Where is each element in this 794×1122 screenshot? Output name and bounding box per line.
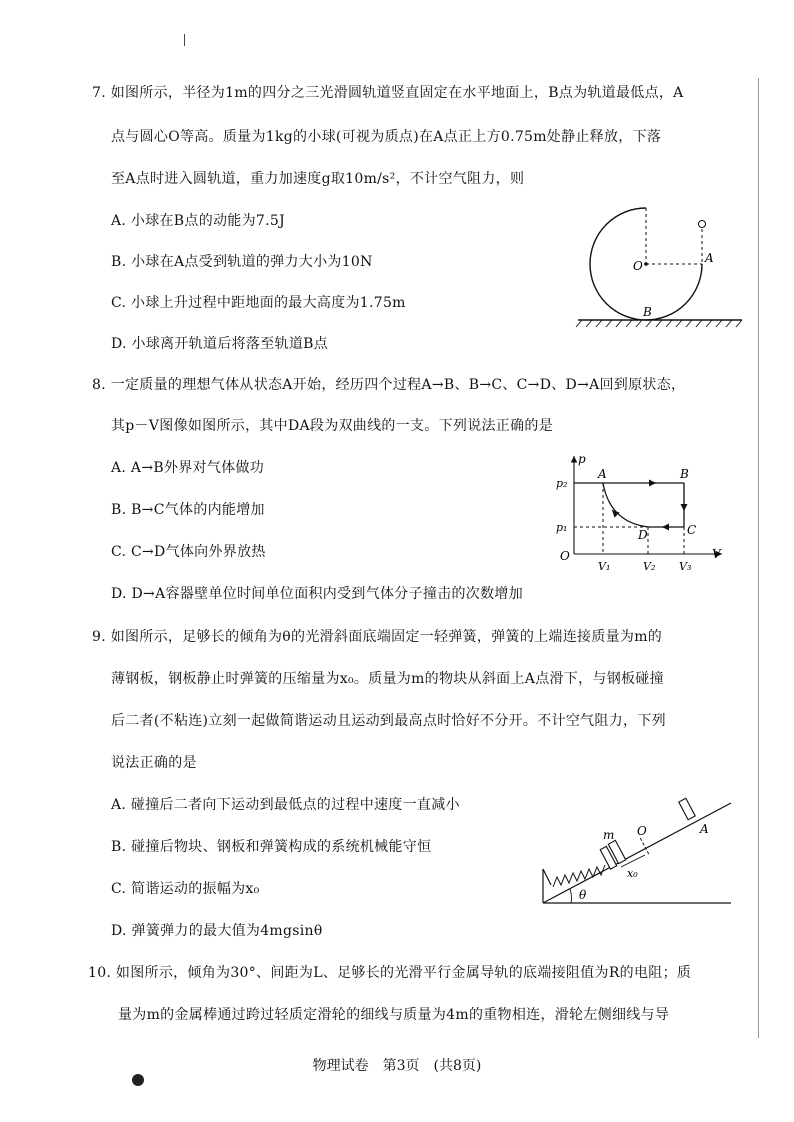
q9-option-c: C. 简谐运动的振幅为x₀ — [111, 881, 260, 897]
scan-spot — [132, 1074, 144, 1086]
q8-tick-p2: p₂ — [556, 477, 568, 490]
q9-stem-line-4: 说法正确的是 — [111, 755, 197, 771]
q10-stem-line-2: 量为m的金属棒通过跨过轻质定滑轮的细线与质量为4m的重物相连，滑轮左侧细线与导 — [118, 1007, 670, 1023]
q8-point-a: A — [598, 467, 607, 481]
q9-option-a: A. 碰撞后二者向下运动到最低点的过程中速度一直减小 — [111, 797, 460, 813]
q10-stem-line-1: 10. 如图所示，倾角为30°、间距为L、足够长的光滑平行金属导轨的底端接阻值为R的电阻；质 — [88, 965, 692, 981]
q9-label-a: A — [700, 822, 709, 836]
q8-stem-line-2: 其p－V图像如图所示，其中DA段为双曲线的一支。下列说法正确的是 — [111, 418, 554, 434]
scan-tick-mark — [184, 34, 185, 46]
q8-stem-line-1: 8. 一定质量的理想气体从状态A开始，经历四个过程A→B、B→C、C→D、D→A回到原状态， — [92, 377, 686, 393]
q9-option-b: B. 碰撞后物块、钢板和弹簧构成的系统机械能守恒 — [111, 839, 432, 855]
q9-label-x0: x₀ — [627, 867, 638, 880]
q7-option-d: D. 小球离开轨道后将落至轨道B点 — [111, 336, 329, 352]
q8-point-d: D — [638, 528, 648, 542]
margin-rule — [758, 78, 759, 1038]
q9-stem-line-3: 后二者(不粘连)立刻一起做简谐运动且运动到最高点时恰好不分开。不计空气阻力，下列 — [111, 713, 666, 729]
q8-option-b: B. B→C气体的内能增加 — [111, 502, 265, 518]
q7-option-c: C. 小球上升过程中距地面的最大高度为1.75m — [111, 295, 406, 311]
q8-origin: O — [560, 549, 570, 563]
q9-option-d: D. 弹簧弹力的最大值为4mgsinθ — [111, 923, 323, 939]
q9-stem-line-2: 薄钢板，钢板静止时弹簧的压缩量为x₀。质量为m的物块从斜面上A点滑下，与钢板碰撞 — [111, 671, 664, 687]
q8-pv-diagram — [552, 452, 732, 574]
q8-option-d: D. D→A容器壁单位时间单位面积内受到气体分子撞击的次数增加 — [111, 586, 523, 602]
q7-circular-track-figure — [570, 205, 750, 335]
q8-point-b: B — [680, 467, 689, 481]
q7-label-b: B — [643, 305, 652, 319]
q7-option-a: A. 小球在B点的动能为7.5J — [111, 213, 285, 229]
q9-label-theta: θ — [579, 888, 587, 902]
q8-point-c: C — [687, 523, 697, 537]
q9-label-m: m — [603, 828, 615, 842]
q8-option-c: C. C→D气体向外界放热 — [111, 544, 266, 560]
q8-axis-p: p — [578, 452, 586, 466]
q9-label-o: O — [637, 824, 647, 838]
q7-label-a: A — [705, 251, 714, 265]
q8-tick-p1: p₁ — [556, 521, 568, 534]
q8-option-a: A. A→B外界对气体做功 — [111, 460, 265, 476]
q7-stem-line-1: 7. 如图所示，半径为1m的四分之三光滑圆轨道竖直固定在水平地面上，B点为轨道最低点，A — [92, 85, 684, 101]
q8-tick-v2: V₂ — [643, 560, 656, 573]
q8-tick-v1: V₁ — [598, 560, 611, 573]
q9-incline-spring-figure — [535, 785, 735, 910]
q8-axis-v: V — [712, 547, 721, 561]
q9-stem-line-1: 9. 如图所示，足够长的倾角为θ的光滑斜面底端固定一轻弹簧，弹簧的上端连接质量为m的 — [92, 629, 663, 645]
page-footer: 物理试卷 第3页 (共8页) — [312, 1058, 482, 1074]
q7-label-o: O — [633, 259, 643, 273]
q7-option-b: B. 小球在A点受到轨道的弹力大小为10N — [111, 254, 373, 270]
q8-tick-v3: V₃ — [679, 560, 692, 573]
q7-stem-line-3: 至A点时进入圆轨道，重力加速度g取10m/s²，不计空气阻力，则 — [111, 171, 525, 187]
q7-stem-line-2: 点与圆心O等高。质量为1kg的小球(可视为质点)在A点正上方0.75m处静止释放，下落 — [111, 129, 662, 145]
